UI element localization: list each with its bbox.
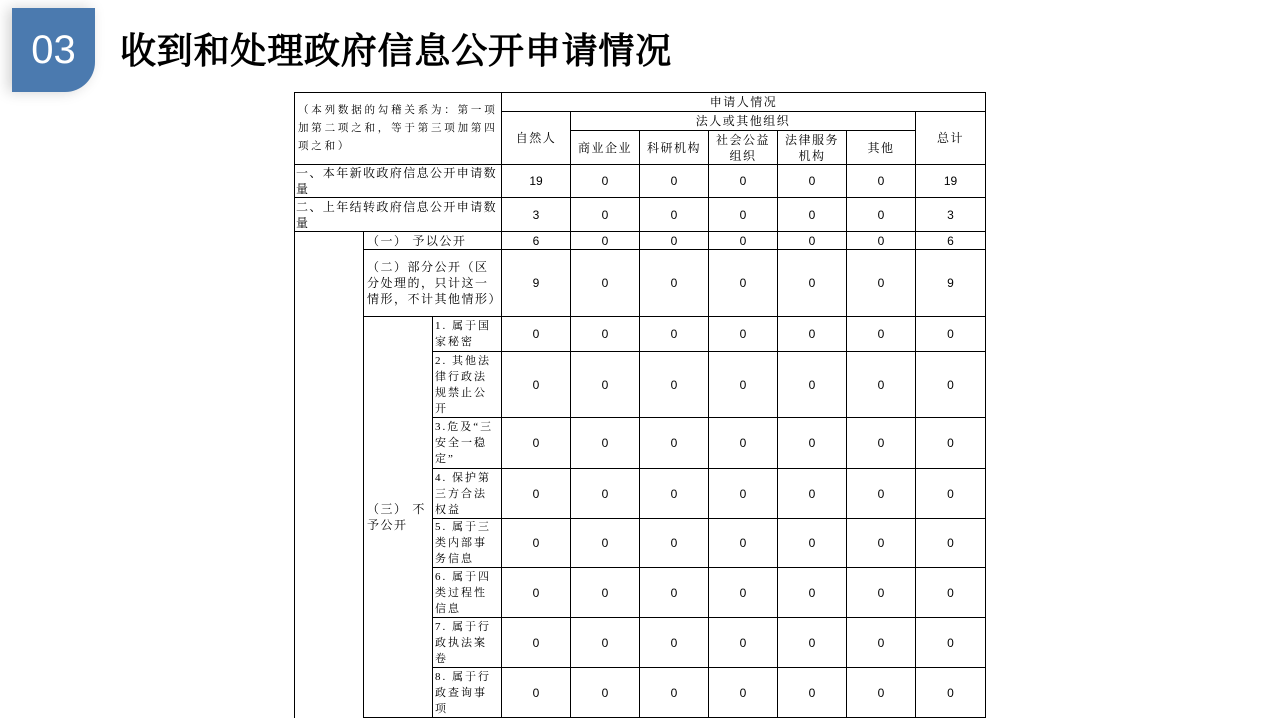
value-natural-person: 0	[502, 352, 571, 418]
value-commercial-enterprise: 0	[571, 317, 640, 352]
value-commercial-enterprise: 0	[571, 519, 640, 568]
value-legal-service-org: 0	[778, 250, 847, 317]
value-total: 0	[916, 568, 986, 618]
section-number: 03	[31, 28, 76, 72]
value-other: 0	[847, 469, 916, 519]
value-public-welfare-org: 0	[709, 317, 778, 352]
value-total: 0	[916, 618, 986, 668]
value-public-welfare-org: 0	[709, 232, 778, 250]
value-natural-person: 9	[502, 250, 571, 317]
value-total: 9	[916, 250, 986, 317]
value-other: 0	[847, 568, 916, 618]
header-org-type: 商业企业	[571, 131, 640, 165]
value-research-institution: 0	[640, 198, 709, 232]
value-total: 0	[916, 668, 986, 718]
value-commercial-enterprise: 0	[571, 250, 640, 317]
value-legal-service-org: 0	[778, 418, 847, 469]
value-public-welfare-org: 0	[709, 469, 778, 519]
header-org-type: 法律服务机构	[778, 131, 847, 165]
value-total: 0	[916, 519, 986, 568]
value-total: 0	[916, 469, 986, 519]
value-natural-person: 0	[502, 317, 571, 352]
value-natural-person: 3	[502, 198, 571, 232]
value-public-welfare-org: 0	[709, 418, 778, 469]
sub-row-label: 8. 属于行政查询事项	[433, 668, 502, 718]
value-other: 0	[847, 618, 916, 668]
header-row	[295, 93, 986, 112]
value-legal-service-org: 0	[778, 317, 847, 352]
sub-row-label: 4. 保护第三方合法权益	[433, 469, 502, 519]
sub-row-label: 1. 属于国家秘密	[433, 317, 502, 352]
header-org-type: 其他	[847, 131, 916, 165]
value-other: 0	[847, 232, 916, 250]
value-commercial-enterprise: 0	[571, 352, 640, 418]
results-group-cell	[295, 232, 364, 718]
row-label-not-disclosed: （三） 不予公开	[364, 317, 433, 718]
value-total: 3	[916, 198, 986, 232]
application-statistics-table	[294, 92, 986, 718]
value-other: 0	[847, 250, 916, 317]
table-row	[295, 232, 986, 250]
value-research-institution: 0	[640, 418, 709, 469]
value-research-institution: 0	[640, 618, 709, 668]
row-label: （一） 予以公开	[364, 232, 502, 250]
table-row	[295, 198, 986, 232]
value-research-institution: 0	[640, 469, 709, 519]
table-row	[295, 250, 986, 317]
table-note: （本列数据的勾稽关系为：第一项加第二项之和，等于第三项加第四项之和）	[295, 93, 502, 165]
value-research-institution: 0	[640, 352, 709, 418]
value-public-welfare-org: 0	[709, 618, 778, 668]
value-other: 0	[847, 317, 916, 352]
value-research-institution: 0	[640, 668, 709, 718]
value-public-welfare-org: 0	[709, 519, 778, 568]
value-public-welfare-org: 0	[709, 250, 778, 317]
value-commercial-enterprise: 0	[571, 232, 640, 250]
value-research-institution: 0	[640, 232, 709, 250]
page-title: 收到和处理政府信息公开申请情况	[120, 30, 673, 71]
value-other: 0	[847, 519, 916, 568]
value-natural-person: 0	[502, 668, 571, 718]
value-natural-person: 0	[502, 469, 571, 519]
value-legal-service-org: 0	[778, 352, 847, 418]
value-total: 19	[916, 165, 986, 198]
section-number-badge	[12, 8, 95, 92]
value-public-welfare-org: 0	[709, 568, 778, 618]
value-other: 0	[847, 668, 916, 718]
value-legal-service-org: 0	[778, 232, 847, 250]
value-commercial-enterprise: 0	[571, 668, 640, 718]
value-total: 0	[916, 317, 986, 352]
value-commercial-enterprise: 0	[571, 618, 640, 668]
value-natural-person: 6	[502, 232, 571, 250]
value-other: 0	[847, 352, 916, 418]
value-commercial-enterprise: 0	[571, 198, 640, 232]
row-label: 一、本年新收政府信息公开申请数量	[295, 165, 502, 198]
header-legal-person-group: 法人或其他组织	[571, 112, 916, 131]
header-applicant-situation: 申请人情况	[502, 93, 986, 112]
header-org-type: 科研机构	[640, 131, 709, 165]
value-research-institution: 0	[640, 519, 709, 568]
value-other: 0	[847, 198, 916, 232]
value-research-institution: 0	[640, 568, 709, 618]
sub-row-label: 6. 属于四类过程性信息	[433, 568, 502, 618]
table-row	[295, 317, 986, 352]
value-natural-person: 0	[502, 568, 571, 618]
value-research-institution: 0	[640, 250, 709, 317]
value-other: 0	[847, 418, 916, 469]
sub-row-label: 7. 属于行政执法案卷	[433, 618, 502, 668]
value-commercial-enterprise: 0	[571, 165, 640, 198]
value-research-institution: 0	[640, 317, 709, 352]
value-total: 6	[916, 232, 986, 250]
sub-row-label: 2. 其他法律行政法规禁止公开	[433, 352, 502, 418]
value-legal-service-org: 0	[778, 198, 847, 232]
value-commercial-enterprise: 0	[571, 568, 640, 618]
value-legal-service-org: 0	[778, 519, 847, 568]
table-row	[295, 165, 986, 198]
value-total: 0	[916, 352, 986, 418]
sub-row-label: 3.危及“三安全一稳定”	[433, 418, 502, 469]
header-org-type: 社会公益组织	[709, 131, 778, 165]
sub-row-label: 5. 属于三类内部事务信息	[433, 519, 502, 568]
value-legal-service-org: 0	[778, 568, 847, 618]
value-public-welfare-org: 0	[709, 668, 778, 718]
value-research-institution: 0	[640, 165, 709, 198]
value-legal-service-org: 0	[778, 618, 847, 668]
value-natural-person: 19	[502, 165, 571, 198]
value-legal-service-org: 0	[778, 668, 847, 718]
value-other: 0	[847, 165, 916, 198]
row-label: 二、上年结转政府信息公开申请数量	[295, 198, 502, 232]
value-public-welfare-org: 0	[709, 352, 778, 418]
header-natural-person: 自然人	[502, 112, 571, 165]
value-legal-service-org: 0	[778, 165, 847, 198]
value-natural-person: 0	[502, 618, 571, 668]
value-legal-service-org: 0	[778, 469, 847, 519]
value-natural-person: 0	[502, 418, 571, 469]
value-public-welfare-org: 0	[709, 165, 778, 198]
value-commercial-enterprise: 0	[571, 469, 640, 519]
value-commercial-enterprise: 0	[571, 418, 640, 469]
value-natural-person: 0	[502, 519, 571, 568]
header-total: 总计	[916, 112, 986, 165]
row-label: （二）部分公开（区分处理的，只计这一情形，不计其他情形）	[364, 250, 502, 317]
value-public-welfare-org: 0	[709, 198, 778, 232]
value-total: 0	[916, 418, 986, 469]
